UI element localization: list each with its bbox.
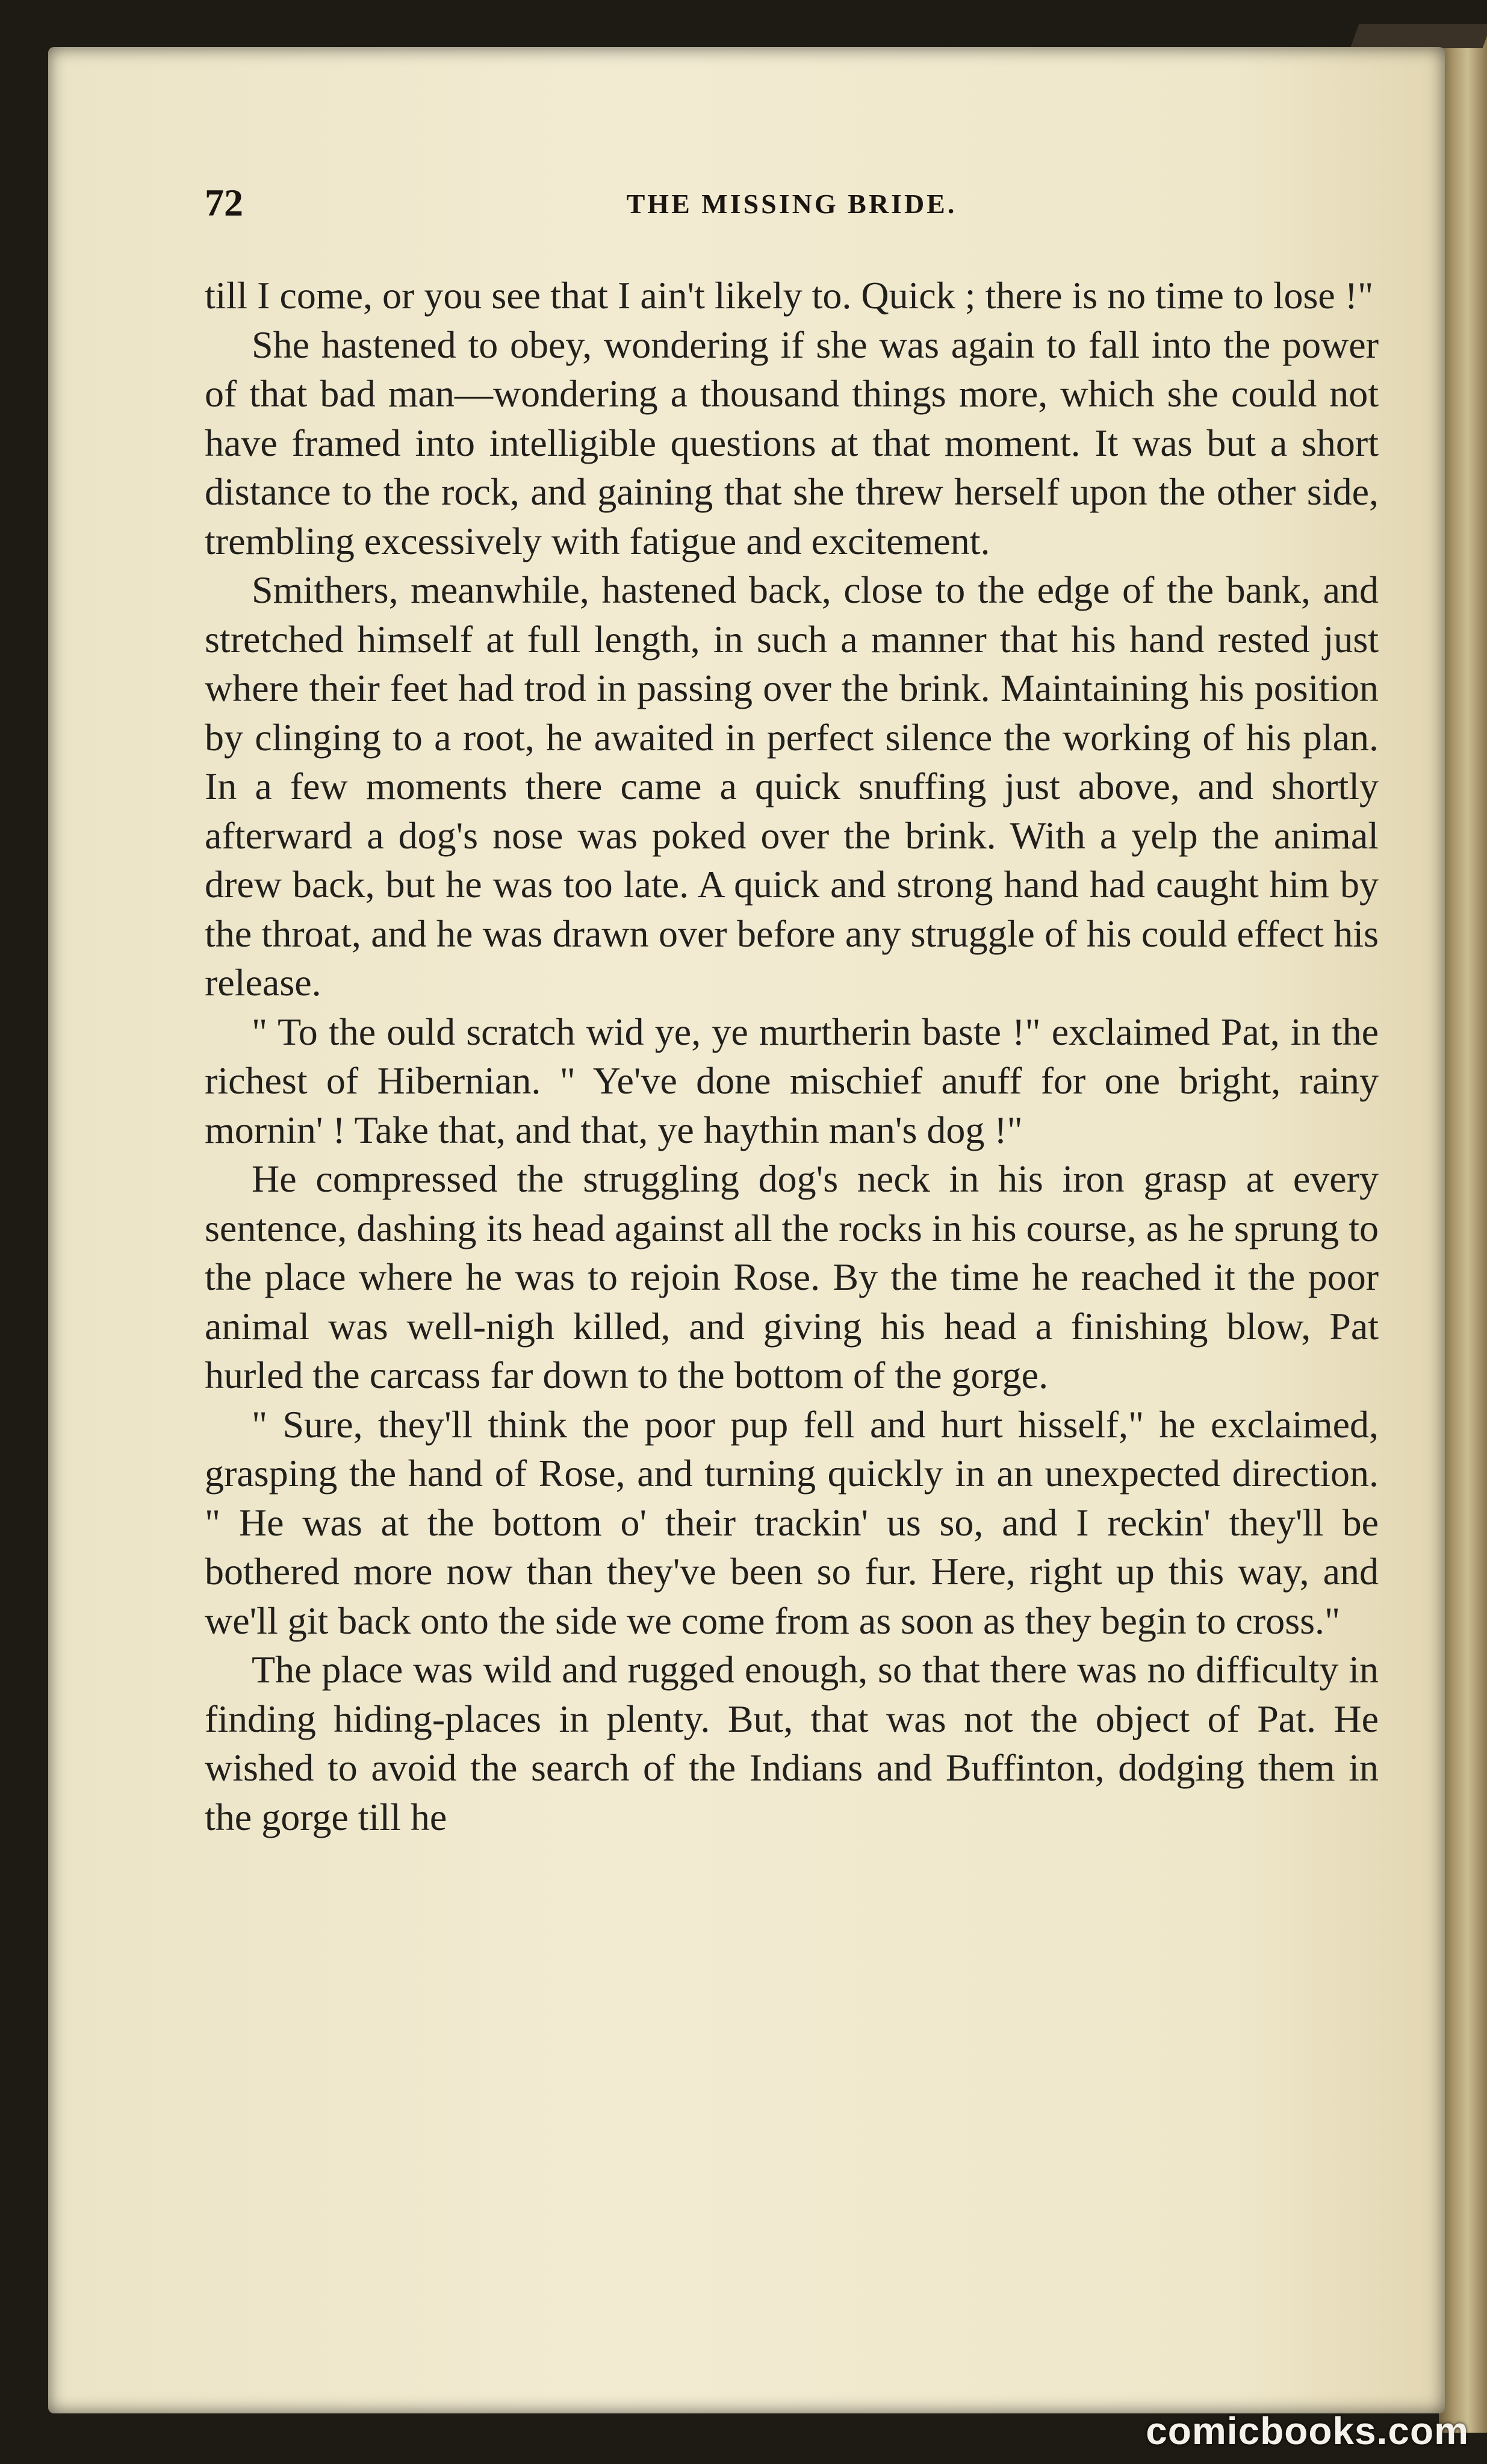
page-header	[205, 181, 1379, 229]
watermark: comicbooks.com	[1146, 2409, 1469, 2453]
paragraph: She hastened to obey, wondering if she was again to fall into the power of that bad man—wondering a thousand things more, which she could not have framed into intelligible questions at that moment. It was but a short distance to the rock, and gaining that she threw herself upon the other side, trembling excessively with fatigue and excitement.	[205, 323, 1379, 562]
paragraph: He compressed the struggling dog's neck in his iron grasp at every sentence, dashing its head against all the rocks in his course, as he sprung to the place where he was to rejoin Rose. By the time he reached it the poor animal was well-nigh killed, and giving his head a finishing blow, Pat hurled the carcass far down to the bottom of the gorge.	[205, 1157, 1379, 1396]
body-text	[205, 271, 1379, 1841]
binding-tab	[1350, 24, 1487, 48]
running-title: THE MISSING BRIDE.	[626, 188, 957, 219]
paragraph: " Sure, they'll think the poor pup fell and hurt hisself," he exclaimed, grasping the hand of Rose, and turning quickly in an unexpected direction. " He was at the bottom o' their trackin' us so, and I reckin' they'll be bothered more now than they've been so fur. Here, right up this way, and we'll git back onto the side we come from as soon as they begin to cross."	[205, 1402, 1379, 1642]
page-edge	[1439, 24, 1487, 2433]
paragraph: till I come, or you see that I ain't likely to. Quick ; there is no time to lose !"	[205, 274, 1374, 317]
page-number: 72	[205, 181, 243, 224]
paragraph: " To the ould scratch wid ye, ye murtherin baste !" exclaimed Pat, in the richest of Hibernian. " Ye've done mischief anuff for one bright, rainy mornin' ! Take that, and that, ye haythin man's dog !"	[205, 1010, 1379, 1151]
paragraph: Smithers, meanwhile, hastened back, close to the edge of the bank, and stretched himself at full length, in such a manner that his hand rested just where their feet had trod in passing over the brink. Maintaining his position by clinging to a root, he awaited in perfect silence the working of his plan. In a few moments there came a quick snuffing just above, and shortly afterward a dog's nose was poked over the brink. With a yelp the animal drew back, but he was too late. A quick and strong hand had caught him by the throat, and he was drawn over before any struggle of his could effect his release.	[205, 568, 1379, 1004]
paragraph: The place was wild and rugged enough, so that there was no difficulty in finding hiding-places in plenty. But, that was not the object of Pat. He wished to avoid the search of the Indians and Buffinton, dodging them in the gorge till he	[205, 1648, 1379, 1838]
